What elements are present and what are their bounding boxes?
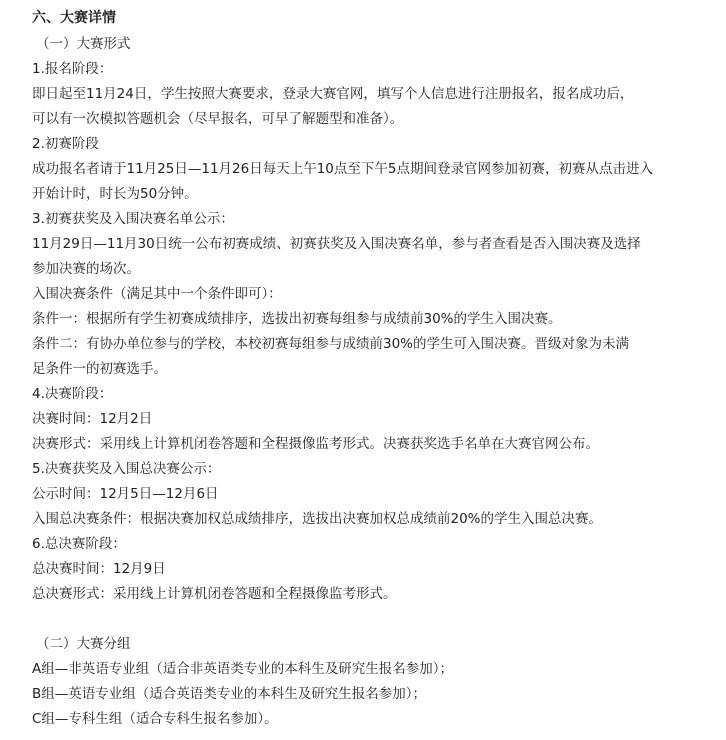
paragraph-line: 决赛时间：12月2日 — [32, 411, 153, 427]
paragraph-line: 足条件一的初赛选手。 — [32, 361, 167, 377]
paragraph-line: 决赛形式：采用线上计算机闭卷答题和全程摄像监考形式。决赛获奖选手名单在大赛官网公布。 — [32, 436, 599, 452]
paragraph-line: 总决赛时间：12月9日 — [32, 561, 166, 577]
paragraph-line: 条件一：根据所有学生初赛成绩排序，选拔出初赛每组参与成绩前30%的学生入围决赛。 — [32, 311, 562, 327]
subsection-title-groups: （二）大赛分组 — [36, 636, 131, 652]
paragraph-line: 6.总决赛阶段： — [32, 536, 126, 552]
subsection-title-format: （一）大赛形式 — [36, 36, 131, 52]
paragraph-line: 3.初赛获奖及入围决赛名单公示： — [32, 211, 234, 227]
paragraph-line: 参加决赛的场次。 — [32, 261, 140, 277]
group-line-b: B组—英语专业组（适合英语类专业的本科生及研究生报名参加）； — [32, 686, 427, 702]
paragraph-line: 4.决赛阶段： — [32, 386, 113, 402]
paragraph-line: 即日起至11月24日，学生按照大赛要求，登录大赛官网，填写个人信息进行注册报名，报名成功后， — [32, 86, 634, 102]
paragraph-line: 总决赛形式：采用线上计算机闭卷答题和全程摄像监考形式。 — [32, 586, 397, 602]
section-title: 六、大赛详情 — [32, 10, 116, 26]
paragraph-line: 可以有一次模拟答题机会（尽早报名，可早了解题型和准备）。 — [32, 111, 404, 127]
paragraph-line: 2.初赛阶段 — [32, 136, 99, 152]
paragraph-line: 开始计时，时长为50分钟。 — [32, 186, 198, 202]
paragraph-line: 入围总决赛条件：根据决赛加权总成绩排序，选拔出决赛加权总成绩前20%的学生入围总决赛。 — [32, 511, 603, 527]
group-line-c: C组—专科生组（适合专科生报名参加）。 — [32, 711, 278, 727]
paragraph-line: 入围决赛条件（满足其中一个条件即可）： — [32, 286, 282, 302]
paragraph-line: 5.决赛获奖及入围总决赛公示： — [32, 461, 221, 477]
group-line-a: A组—非英语专业组（适合非英语类专业的本科生及研究生报名参加）； — [32, 661, 453, 677]
paragraph-line: 公示时间：12月5日—12月6日 — [32, 486, 219, 502]
paragraph-line: 成功报名者请于11月25日—11月26日每天上午10点至下午5点期间登录官网参加初赛，初赛从点击进入 — [32, 161, 653, 177]
paragraph-line: 11月29日—11月30日统一公布初赛成绩、初赛获奖及入围决赛名单，参与者查看是否入围决赛及选择 — [32, 236, 641, 252]
paragraph-line: 条件二：有协办单位参与的学校，本校初赛每组参与成绩前30%的学生可入围决赛。晋级对象为未满 — [32, 336, 630, 352]
paragraph-line: 1.报名阶段： — [32, 61, 113, 77]
